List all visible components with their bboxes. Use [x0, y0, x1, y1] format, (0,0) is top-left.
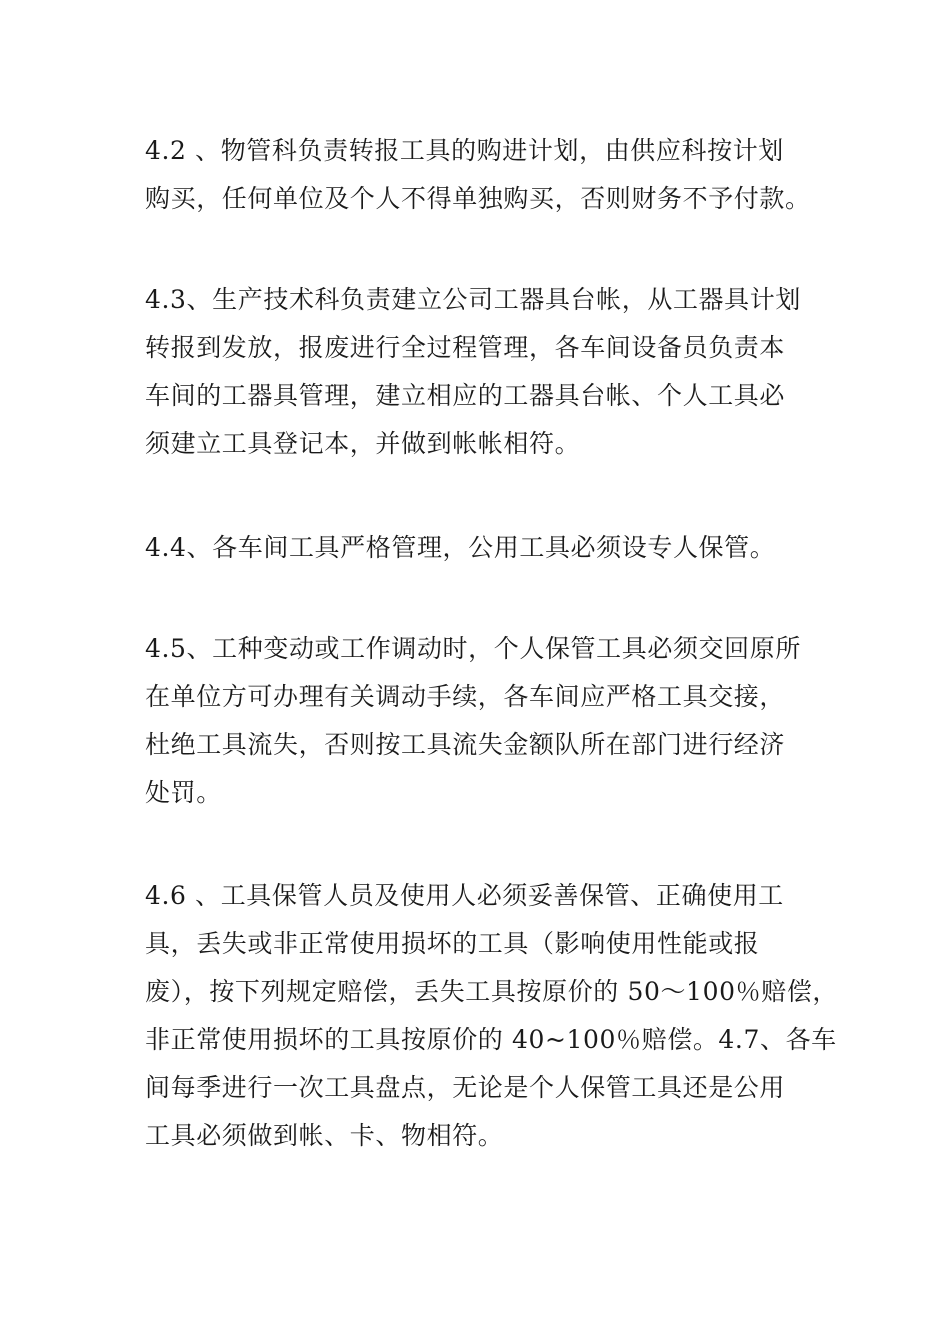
text-line: 4.3、生产技术科负责建立公司工器具台帐，从工器具计划: [145, 285, 801, 314]
text-line: 废），按下列规定赔偿，丢失工具按原价的 50～100％赔偿，: [145, 977, 838, 1006]
text-line: 须建立工具登记本，并做到帐帐相符。: [145, 429, 581, 458]
text-line: 间每季进行一次工具盘点，无论是个人保管工具还是公用: [145, 1073, 786, 1102]
text-line: 非正常使用损坏的工具按原价的 40~100％赔偿。4.7、各车: [145, 1025, 837, 1054]
text-line: 工具必须做到帐、卡、物相符。: [145, 1121, 504, 1150]
text-line: 在单位方可办理有关调动手续，各车间应严格工具交接，: [145, 682, 786, 711]
text-line: 处罚。: [145, 778, 222, 807]
text-line: 4.5、工种变动或工作调动时，个人保管工具必须交回原所: [145, 634, 801, 663]
text-line: 车间的工器具管理，建立相应的工器具台帐、个人工具必: [145, 381, 786, 410]
text-line: 具，丢失或非正常使用损坏的工具（影响使用性能或报: [145, 929, 760, 958]
paragraph-4-4: [145, 524, 845, 572]
text-line: 转报到发放，报废进行全过程管理，各车间设备员负责本: [145, 333, 786, 362]
paragraph-4-3: [145, 276, 845, 468]
text-line: 4.4、各车间工具严格管理，公用工具必须设专人保管。: [145, 533, 776, 562]
paragraph-4-6: [145, 872, 845, 1160]
paragraph-4-2: [145, 127, 845, 223]
text-line: 杜绝工具流失，否则按工具流失金额队所在部门进行经济: [145, 730, 786, 759]
text-line: 4.2 、物管科负责转报工具的购进计划，由供应科按计划: [145, 136, 784, 165]
paragraph-4-5: [145, 625, 845, 817]
text-line: 4.6 、工具保管人员及使用人必须妥善保管、正确使用工: [145, 881, 784, 910]
text-line: 购买，任何单位及个人不得单独购买，否则财务不予付款。: [145, 184, 811, 213]
